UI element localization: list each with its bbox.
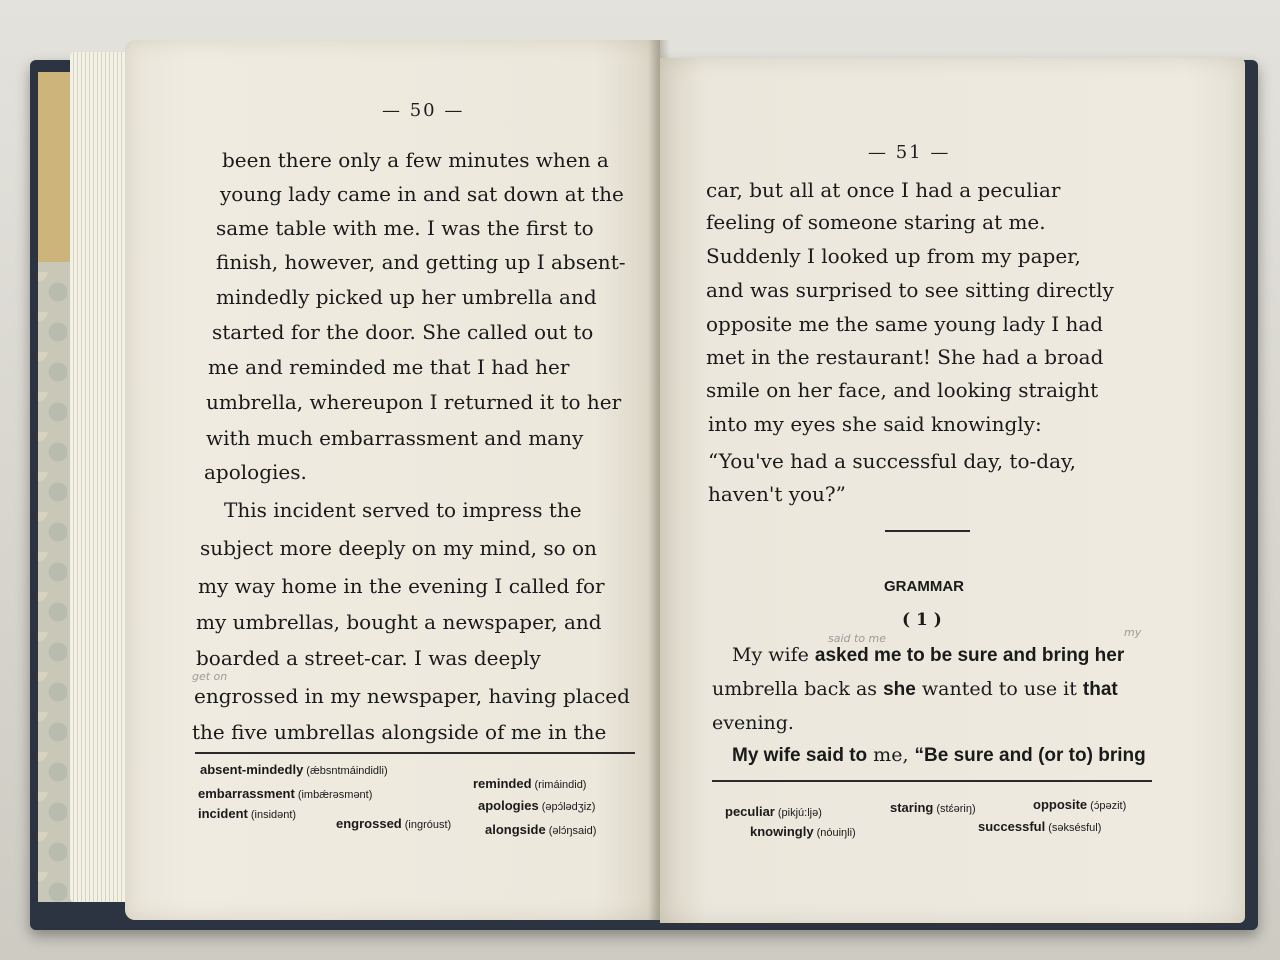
text-line: my way home in the evening I called for <box>198 574 605 598</box>
left-page-number: — 50 — <box>382 100 465 121</box>
grammar-line: umbrella back as she wanted to use it that <box>712 678 1118 700</box>
text-line: the five umbrellas alongside of me in the <box>192 720 607 744</box>
vocab-entry: peculiar (pikjú:ljə) <box>725 804 822 819</box>
text-line: car, but all at once I had a peculiar <box>706 178 1061 202</box>
text-line: been there only a few minutes when a <box>222 148 609 172</box>
grammar-line: My wife said to me, “Be sure and (or to) bring <box>732 744 1146 766</box>
text-line: mindedly picked up her umbrella and <box>216 285 597 309</box>
left-page-rule <box>195 752 635 754</box>
text-line: umbrella, whereupon I returned it to her <box>206 390 622 414</box>
text-line: with much embarrassment and many <box>206 426 584 450</box>
pencil-annotation: my <box>1124 626 1142 639</box>
vocab-entry: apologies (əpɔ́lədʒiz) <box>478 798 596 813</box>
text-line: haven't you?” <box>708 482 846 506</box>
vocab-entry: staring (stɛ́əriŋ) <box>890 800 976 815</box>
text-line: smile on her face, and looking straight <box>706 378 1099 402</box>
text-line: into my eyes she said knowingly: <box>708 412 1042 436</box>
vocab-entry: knowingly (nóuiŋli) <box>750 824 856 839</box>
text-line: boarded a street-car. I was deeply <box>196 646 541 670</box>
vocab-entry: absent-mindedly (ǽbsntmáindidli) <box>200 762 388 777</box>
pencil-annotation: said to me <box>828 632 887 645</box>
text-line: young lady came in and sat down at the <box>220 182 624 206</box>
text-line: apologies. <box>204 460 307 484</box>
section-number: ( 1 ) <box>902 610 942 630</box>
vocab-entry: engrossed (ingróust) <box>336 816 452 831</box>
grammar-heading: GRAMMAR <box>884 578 964 595</box>
text-line: engrossed in my newspaper, having placed <box>194 684 630 708</box>
vocab-entry: opposite (ɔ́pəzit) <box>1033 797 1127 812</box>
vocab-entry: embarrassment (imbǽrəsmənt) <box>198 786 373 801</box>
text-line: met in the restaurant! She had a broad <box>706 345 1104 369</box>
text-line: started for the door. She called out to <box>212 320 594 344</box>
text-line: feeling of someone staring at me. <box>706 210 1046 234</box>
text-line: me and reminded me that I had her <box>208 355 570 379</box>
right-page-number: — 51 — <box>868 142 951 163</box>
text-line: subject more deeply on my mind, so on <box>200 536 597 560</box>
grammar-line: evening. <box>712 712 794 734</box>
text-line: and was surprised to see sitting directly <box>706 278 1114 302</box>
text-line: finish, however, and getting up I absent- <box>216 250 626 274</box>
vocab-entry: successful (səksésful) <box>978 819 1102 834</box>
grammar-line: My wife asked me to be sure and bring her <box>732 644 1125 666</box>
text-line: same table with me. I was the first to <box>216 216 594 240</box>
vocab-entry: alongside (əlɔ́ŋsaid) <box>485 822 597 837</box>
text-line: my umbrellas, bought a newspaper, and <box>196 610 602 634</box>
text-line: opposite me the same young lady I had <box>706 312 1104 336</box>
pencil-annotation: get on <box>192 670 228 683</box>
text-line: Suddenly I looked up from my paper, <box>706 244 1081 268</box>
section-divider <box>885 530 970 532</box>
text-line: This incident served to impress the <box>224 498 582 522</box>
text-line: “You've had a successful day, to-day, <box>708 449 1076 473</box>
vocab-entry: incident (insidənt) <box>198 806 297 821</box>
right-page-rule <box>712 780 1152 782</box>
vocab-entry: reminded (rimáindid) <box>473 776 587 791</box>
